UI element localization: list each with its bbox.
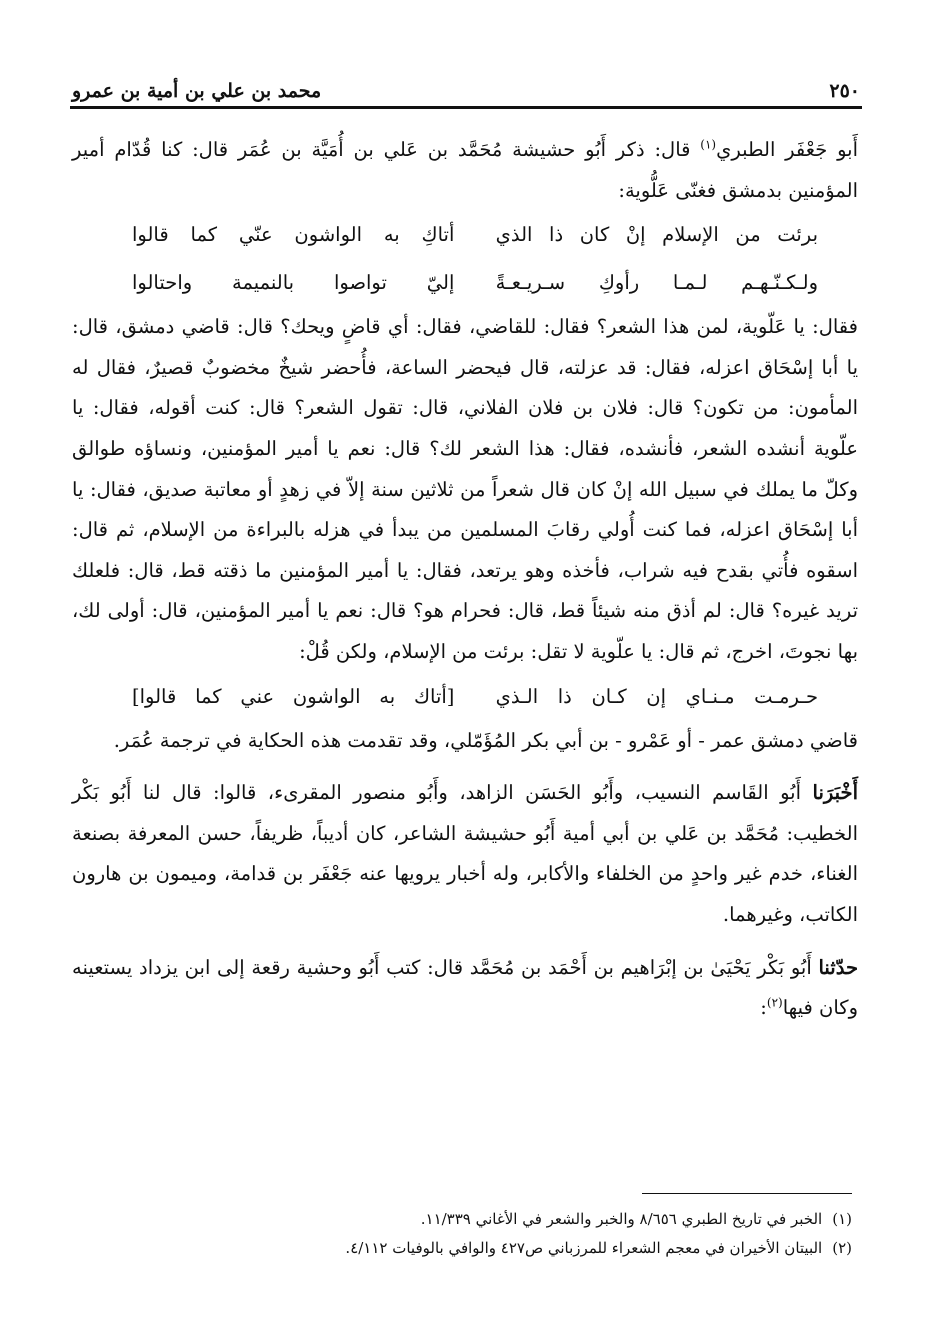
- header-rule: [70, 106, 862, 109]
- verse-3-first-hemistich: حـرمـت مـنـاي إن كـان ذا الـذي: [495, 684, 818, 708]
- footnote-ref-1[interactable]: (١): [700, 137, 717, 152]
- page-number: ٢٥٠: [829, 80, 860, 102]
- verse-line-2: [72, 259, 858, 307]
- paragraph-5-lead: حدّثنا: [818, 955, 858, 979]
- footnote-1-text: الخبر في تاريخ الطبري ٨/٦٥٦ والخبر والشعر في الأغاني ١١/٣٣٩.: [420, 1210, 823, 1228]
- paragraph-gap: [72, 936, 858, 948]
- footnote-1-number: (١): [832, 1210, 852, 1228]
- verse-line-1: [72, 211, 858, 259]
- footnotes: [72, 1205, 852, 1263]
- paragraph-gap: [72, 761, 858, 773]
- verse-1-second-hemistich: أتاكِ به الواشون عنّي كما قالوا: [132, 223, 455, 247]
- running-title: محمد بن علي بن أمية بن عمرو: [72, 80, 322, 102]
- paragraph-5-text: أَبُو بَكْر يَحْيَىٰ بن إبْرَاهيم بن أَحْمَد بن مُحَمَّد قال: كتب أَبُو وحشية رقعة إلى ابن يزداد يستعينه وكان فيها: [72, 955, 858, 1020]
- paragraph-4: [72, 773, 858, 935]
- verse-line-3: [72, 673, 858, 721]
- paragraph-5: [72, 948, 858, 1029]
- verse-2-first-hemistich: ولـكـنّـهـم لـمـا رأوكِ سـريـعـةً: [495, 271, 818, 295]
- footnote-2-text: البيتان الأخيران في معجم الشعراء للمرزباني ص٤٢٧ والوافي بالوفيات ٤/١١٢.: [345, 1239, 823, 1257]
- paragraph-3: قاضي دمشق عمر - أو عَمْرو - بن أبي بكر المُؤَمّلي، وقد تقدمت هذه الحكاية في ترجمة عُمَر.: [113, 728, 858, 752]
- verse-2-second-hemistich: إليّ تواصوا بالنميمة واحتالوا: [132, 271, 455, 295]
- footnote-ref-2[interactable]: (٢): [766, 995, 783, 1010]
- footnote-2: [72, 1234, 852, 1263]
- footnote-rule: [642, 1193, 852, 1194]
- paragraph-1-rest: قال: ذكر أَبُو حشيشة مُحَمَّد بن عَلي بن أُمَيَّة بن عُمَر قال: كنا قُدّام أمير المؤمنين بدمشق فغنّى عَلُّوية:: [72, 138, 858, 202]
- paragraph-4-lead: أَخْبَرَنا: [812, 781, 858, 805]
- footnote-2-number: (٢): [832, 1239, 852, 1257]
- paragraph-1: [72, 130, 858, 211]
- page-header: [72, 62, 860, 102]
- verse-1-first-hemistich: برئت من الإسلام إنْ كان ذا الذي: [495, 223, 818, 247]
- main-text: [72, 130, 858, 1029]
- paragraph-5-end: :: [760, 996, 767, 1020]
- paragraph-4-text: أَبُو القَاسم النسيب، وأَبُو الحَسَن الزاهد، وأَبُو منصور المقرىء، قالوا: قال لنا أَبُو بَكْر الخطيب: مُحَمَّد بن عَلي بن أبي أمية أَبُو حشيشة الشاعر، كان أديباً، ظريفاً، حسن المعرفة بصنعة الغناء، خدم غير واحدٍ من الخلفاء والأكابر، وله أخبار يرويها عنه جَعْفَر بن قدامة، وميمون بن هارون الكاتب، وغيرهما.: [72, 781, 858, 926]
- paragraph-1-start: أَبو جَعْفَر الطبري: [716, 138, 858, 161]
- verse-3-second-hemistich: [أتاك به الواشون عني كما قالوا]: [132, 684, 455, 708]
- footnote-1: [72, 1205, 852, 1234]
- paragraph-2: فقال: يا عَلّوية، لمن هذا الشعر؟ فقال: للقاضي، فقال: أي قاضٍ ويحك؟ قال: قاضي دمشق، قال: يا أبا إسْحَاق اعزله، فقال: قد عزلته، قال فيحضر الساعة، فأُحضر شيخٌ مخضوبٌ قصيرٌ، فقال له المأمون: من تكون؟ قال: فلان بن فلان الفلاني، قال: تقول الشعر؟ قال: كنت أقوله، فقال: يا علّوية أنشده الشعر، فأنشده، فقال: هذا الشعر لك؟ قال: نعم يا أمير المؤمنين، ونساؤه طوالق وكلّ ما يملك في سبيل الله إنْ كان قال شعراً من ثلاثين سنة إلاّ في زهدٍ أو معاتبة صديق، فقال: يا أبا إسْحَاق اعزله، فما كنت أُولي رقابَ المسلمين من يبدأ في هزله بالبراءة من الإسلام، ثم قال: اسقوه فأُتي بقدح فيه شراب، فأخذه وهو يرتعد، فقال: يا أمير المؤمنين ما ذقته قط، قال: فلعلك تريد غيره؟ قال: لم أذق منه شيئاً قط، قال: فحرام هو؟ قال: نعم يا أمير المؤمنين، قال: أولى لك، بها نجوتَ، اخرج، ثم قال: يا علّوية لا تقل: برئت من الإسلام، ولكن قُلْ:: [72, 315, 858, 663]
